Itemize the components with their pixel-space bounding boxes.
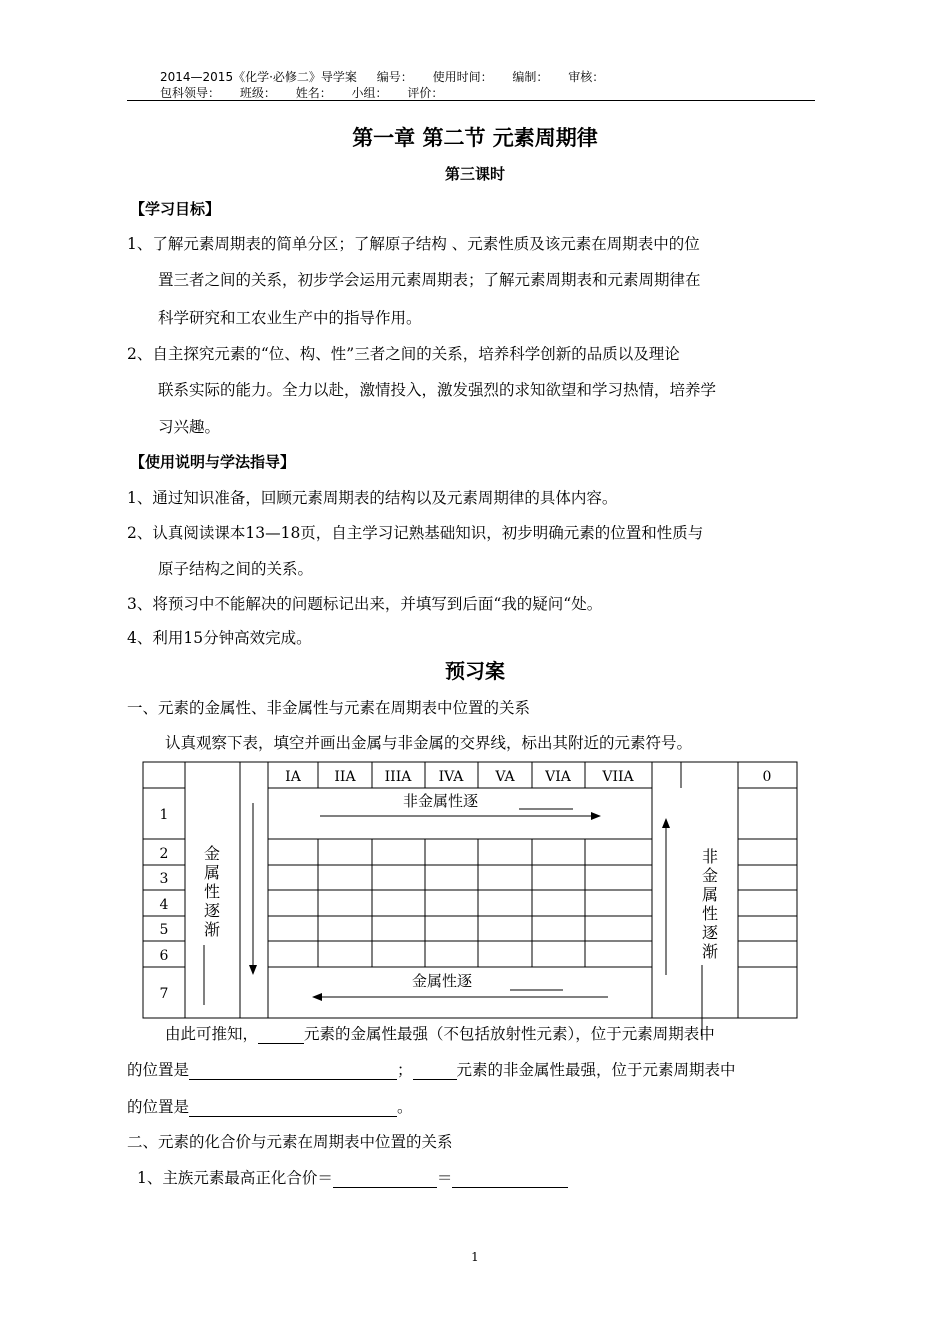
group-label: VIA (545, 769, 571, 785)
right-vertical-char: 属 (701, 885, 719, 904)
goals-heading: 【学习目标】 (130, 200, 221, 218)
guide-line: 3、将预习中不能解决的问题标记出来，并填写到后面“我的疑问“处。 (127, 595, 603, 613)
fill-text: 的位置是 (127, 1061, 190, 1079)
header-author: 编制： (512, 70, 549, 84)
answer-blank[interactable] (189, 1061, 397, 1080)
goal-line: 置三者之间的关系，初步学会运用元素周期表；了解元素周期表和元素周期律在 (158, 271, 701, 289)
right-vertical-char: 渐 (701, 942, 719, 961)
fill-text: 的位置是 (127, 1098, 190, 1116)
period-label: 4 (159, 897, 169, 913)
period-label: 1 (159, 807, 169, 823)
group-label: VIIA (602, 769, 634, 785)
left-vertical-char: 逐 (203, 901, 221, 920)
group-label: IIIA (384, 769, 412, 785)
page-subtitle: 第三课时 (444, 165, 505, 183)
group-label: IA (285, 769, 301, 785)
item-1-line (137, 1166, 568, 1188)
guide-line: 2、认真阅读课本13—18页，自主学习记熟基础知识，初步明确元素的位置和性质与 (127, 524, 704, 542)
answer-blank[interactable] (413, 1061, 457, 1080)
top-arrow-label: 非金属性逐 (403, 792, 479, 810)
fill-text: ＝ (436, 1169, 453, 1187)
group-label: IIA (334, 769, 356, 785)
header-class: 班级： (239, 86, 276, 100)
fill-line-1 (165, 1022, 715, 1044)
goal-line: 习兴趣。 (158, 418, 221, 436)
header-number: 编号： (376, 70, 413, 84)
answer-blank[interactable] (258, 1025, 304, 1044)
header-course: 2014—2015《化学·必修二》导学案 (160, 70, 357, 84)
fill-line-3 (127, 1095, 413, 1117)
table-instruction: 认真观察下表，填空并画出金属与非金属的交界线，标出其附近的元素符号。 (165, 734, 693, 752)
left-vertical-char: 性 (203, 882, 221, 901)
right-vertical-char: 性 (701, 904, 719, 923)
right-vertical-char: 金 (701, 866, 719, 885)
answer-blank[interactable] (333, 1169, 437, 1188)
preview-title: 预习案 (445, 659, 505, 683)
page-number: 1 (471, 1250, 479, 1264)
section-2-heading: 二、元素的化合价与元素在周期表中位置的关系 (127, 1133, 453, 1151)
guide-line: 1、通过知识准备，回顾元素周期表的结构以及元素周期律的具体内容。 (127, 489, 618, 507)
period-label: 5 (159, 922, 169, 938)
answer-blank[interactable] (452, 1169, 568, 1188)
goal-line: 1、了解元素周期表的简单分区；了解原子结构 、元素性质及该元素在周期表中的位 (127, 235, 700, 253)
left-vertical-char: 渐 (203, 920, 221, 939)
header-group: 小组： (351, 86, 388, 100)
period-label: 6 (159, 948, 169, 964)
goal-line: 科学研究和工农业生产中的指导作用。 (158, 309, 422, 327)
header-eval: 评价： (407, 86, 444, 100)
header-leader: 包科领导： (160, 86, 221, 100)
fill-text: 元素的非金属性最强，位于元素周期表中 (456, 1061, 736, 1079)
right-vertical-char: 逐 (701, 923, 719, 942)
bottom-arrow-label: 金属性逐 (412, 972, 473, 990)
fill-text: 。 (397, 1098, 413, 1116)
group-label: 0 (762, 769, 772, 785)
fill-text: ； (397, 1061, 413, 1079)
header-review: 审核： (568, 70, 605, 84)
fill-line-2 (127, 1058, 736, 1080)
period-label: 2 (159, 846, 169, 862)
fill-text: 1、主族元素最高正化合价＝ (137, 1169, 333, 1187)
period-label: 3 (159, 871, 169, 887)
section-1-heading: 一、元素的金属性、非金属性与元素在周期表中位置的关系 (127, 699, 531, 717)
goal-line: 联系实际的能力。全力以赴，激情投入，激发强烈的求知欲望和学习热情，培养学 (158, 381, 717, 399)
guide-line: 4、利用15分钟高效完成。 (127, 629, 312, 647)
answer-blank[interactable] (189, 1098, 397, 1117)
page-title: 第一章 第二节 元素周期律 (352, 126, 598, 150)
guide-heading: 【使用说明与学法指导】 (130, 453, 296, 471)
period-label: 7 (159, 986, 169, 1002)
right-vertical-char: 非 (701, 847, 719, 866)
header-name: 姓名： (295, 86, 332, 100)
fill-text: 由此可推知， (165, 1025, 259, 1043)
left-vertical-char: 属 (203, 863, 221, 882)
header-date: 使用时间： (432, 70, 493, 84)
goal-line: 2、自主探究元素的“位、构、性”三者之间的关系，培养科学创新的品质以及理论 (127, 345, 680, 363)
guide-line: 原子结构之间的关系。 (158, 560, 314, 578)
left-vertical-char: 金 (203, 844, 221, 863)
group-label: IVA (438, 769, 464, 785)
fill-text: 元素的金属性最强（不包括放射性元素），位于元素周期表中 (304, 1025, 715, 1043)
group-label: VA (495, 769, 515, 785)
